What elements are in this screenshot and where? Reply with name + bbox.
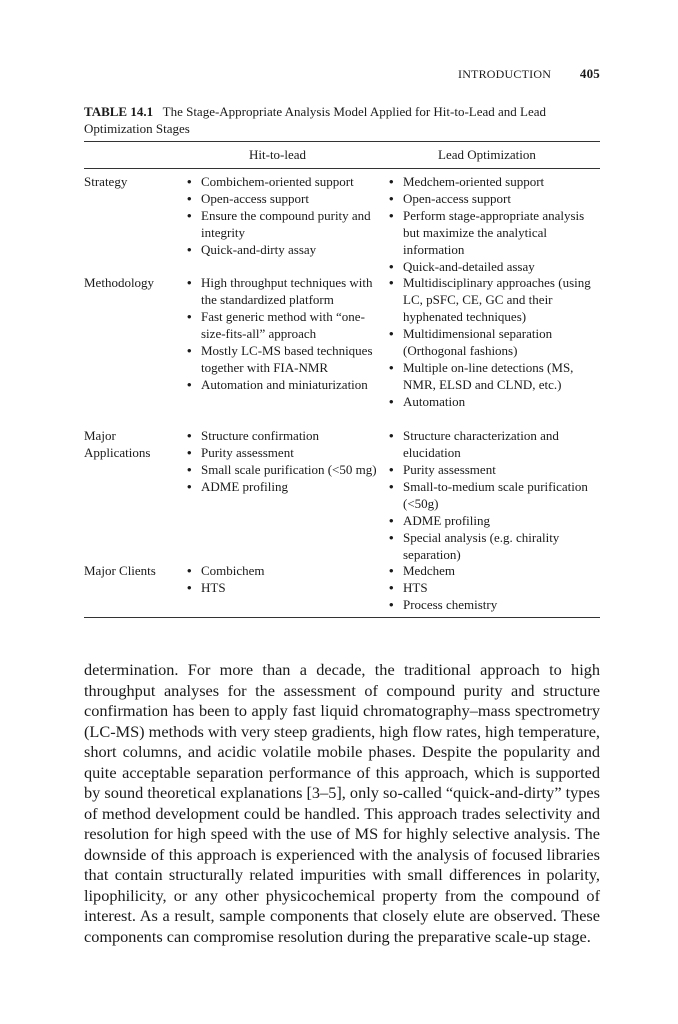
list-item: • Medchem-oriented support — [389, 173, 601, 190]
row-methodology-hit-to-lead — [187, 274, 387, 393]
list-item: • HTS — [187, 579, 387, 596]
list-item: • Open-access support — [187, 190, 387, 207]
list-item: • Ensure the compound purity and integrity — [187, 207, 387, 241]
list-item: • Multiple on-line detections (MS, NMR, ELSD and CLND, etc.) — [389, 359, 601, 393]
table-label: TABLE 14.1 — [84, 104, 154, 119]
list-item: • Combichem — [187, 562, 387, 579]
row-strategy-hit-to-lead — [187, 173, 387, 258]
list-item: • Multidisciplinary approaches (using LC, pSFC, CE, GC and their hyphenated techniques) — [389, 274, 601, 325]
page-number: 405 — [579, 66, 600, 81]
list-item: • Process chemistry — [389, 596, 601, 613]
list-item: • Mostly LC-MS based techniques together with FIA-NMR — [187, 342, 387, 376]
list-item: • Automation and miniaturization — [187, 376, 387, 393]
list-item: • HTS — [389, 579, 601, 596]
list-item: • Automation — [389, 393, 601, 410]
column-header-lead-optimization: Lead Optimization — [438, 147, 536, 162]
row-label-major-clients: Major Clients — [84, 563, 156, 578]
list-item: • Structure characterization and elucidation — [389, 427, 601, 461]
row-clients-hit-to-lead — [187, 562, 387, 596]
list-item: • Structure confirmation — [187, 427, 387, 444]
table-header-rule — [84, 168, 600, 169]
list-item: • Combichem-oriented support — [187, 173, 387, 190]
list-item: • Perform stage-appropriate analysis but maximize the analytical information — [389, 207, 601, 258]
row-methodology-lead-optimization — [389, 274, 601, 410]
column-header-hit-to-lead: Hit-to-lead — [249, 147, 307, 162]
list-item: • Small scale purification (<50 mg) — [187, 461, 387, 478]
list-item: • Medchem — [389, 562, 601, 579]
row-strategy-lead-optimization — [389, 173, 601, 275]
list-item: • Quick-and-detailed assay — [389, 258, 601, 275]
table-caption — [84, 103, 600, 137]
body-paragraph: determination. For more than a decade, the traditional approach to high throughput analyses for the assessment of compound purity and structure confirmation has been to apply fast liquid chromatography–mass spectrometry (LC-MS) methods with very steep gradients, high flow rates, high temperature, short columns, and acidic volatile mobile phases. Despite the popularity and quite acceptable separation performance of this approach, which is supported by sound theoretical explanations [3–5], only so-called “quick-and-dirty” types of method development could be handled. This approach trades selectivity and resolution for high speed with the use of MS for highly selective analysis. The downside of this approach is experienced with the analysis of focused libraries that contain structurally related impurities with small differences in polarity, lipophilicity, or any other physicochemical property from the compound of interest. As a result, sample components that closely elute are observed. These components can compromise resolution during the preparative scale-up stage. — [84, 660, 600, 946]
list-item: • ADME profiling — [389, 512, 601, 529]
row-applications-hit-to-lead — [187, 427, 387, 495]
list-item: • Purity assessment — [389, 461, 601, 478]
list-item: • Fast generic method with “one-size-fits-all” approach — [187, 308, 387, 342]
row-clients-lead-optimization — [389, 562, 601, 613]
section-title: INTRODUCTION — [458, 67, 552, 81]
list-item: • Small-to-medium scale purification (<50g) — [389, 478, 601, 512]
row-label-methodology: Methodology — [84, 275, 155, 290]
list-item: • Purity assessment — [187, 444, 387, 461]
row-label-strategy: Strategy — [84, 174, 128, 189]
row-label-major-applications: Major Applications — [84, 428, 151, 460]
list-item: • Special analysis (e.g. chirality separation) — [389, 529, 601, 563]
table-top-rule — [84, 141, 600, 142]
list-item: • ADME profiling — [187, 478, 387, 495]
list-item: • Quick-and-dirty assay — [187, 241, 387, 258]
list-item: • High throughput techniques with the standardized platform — [187, 274, 387, 308]
table-bottom-rule — [84, 617, 600, 618]
table-caption-text: The Stage-Appropriate Analysis Model Applied for Hit-to-Lead and Lead Optimization Stages — [84, 104, 547, 136]
row-applications-lead-optimization — [389, 427, 601, 563]
list-item: • Multidimensional separation (Orthogonal fashions) — [389, 325, 601, 359]
list-item: • Open-access support — [389, 190, 601, 207]
